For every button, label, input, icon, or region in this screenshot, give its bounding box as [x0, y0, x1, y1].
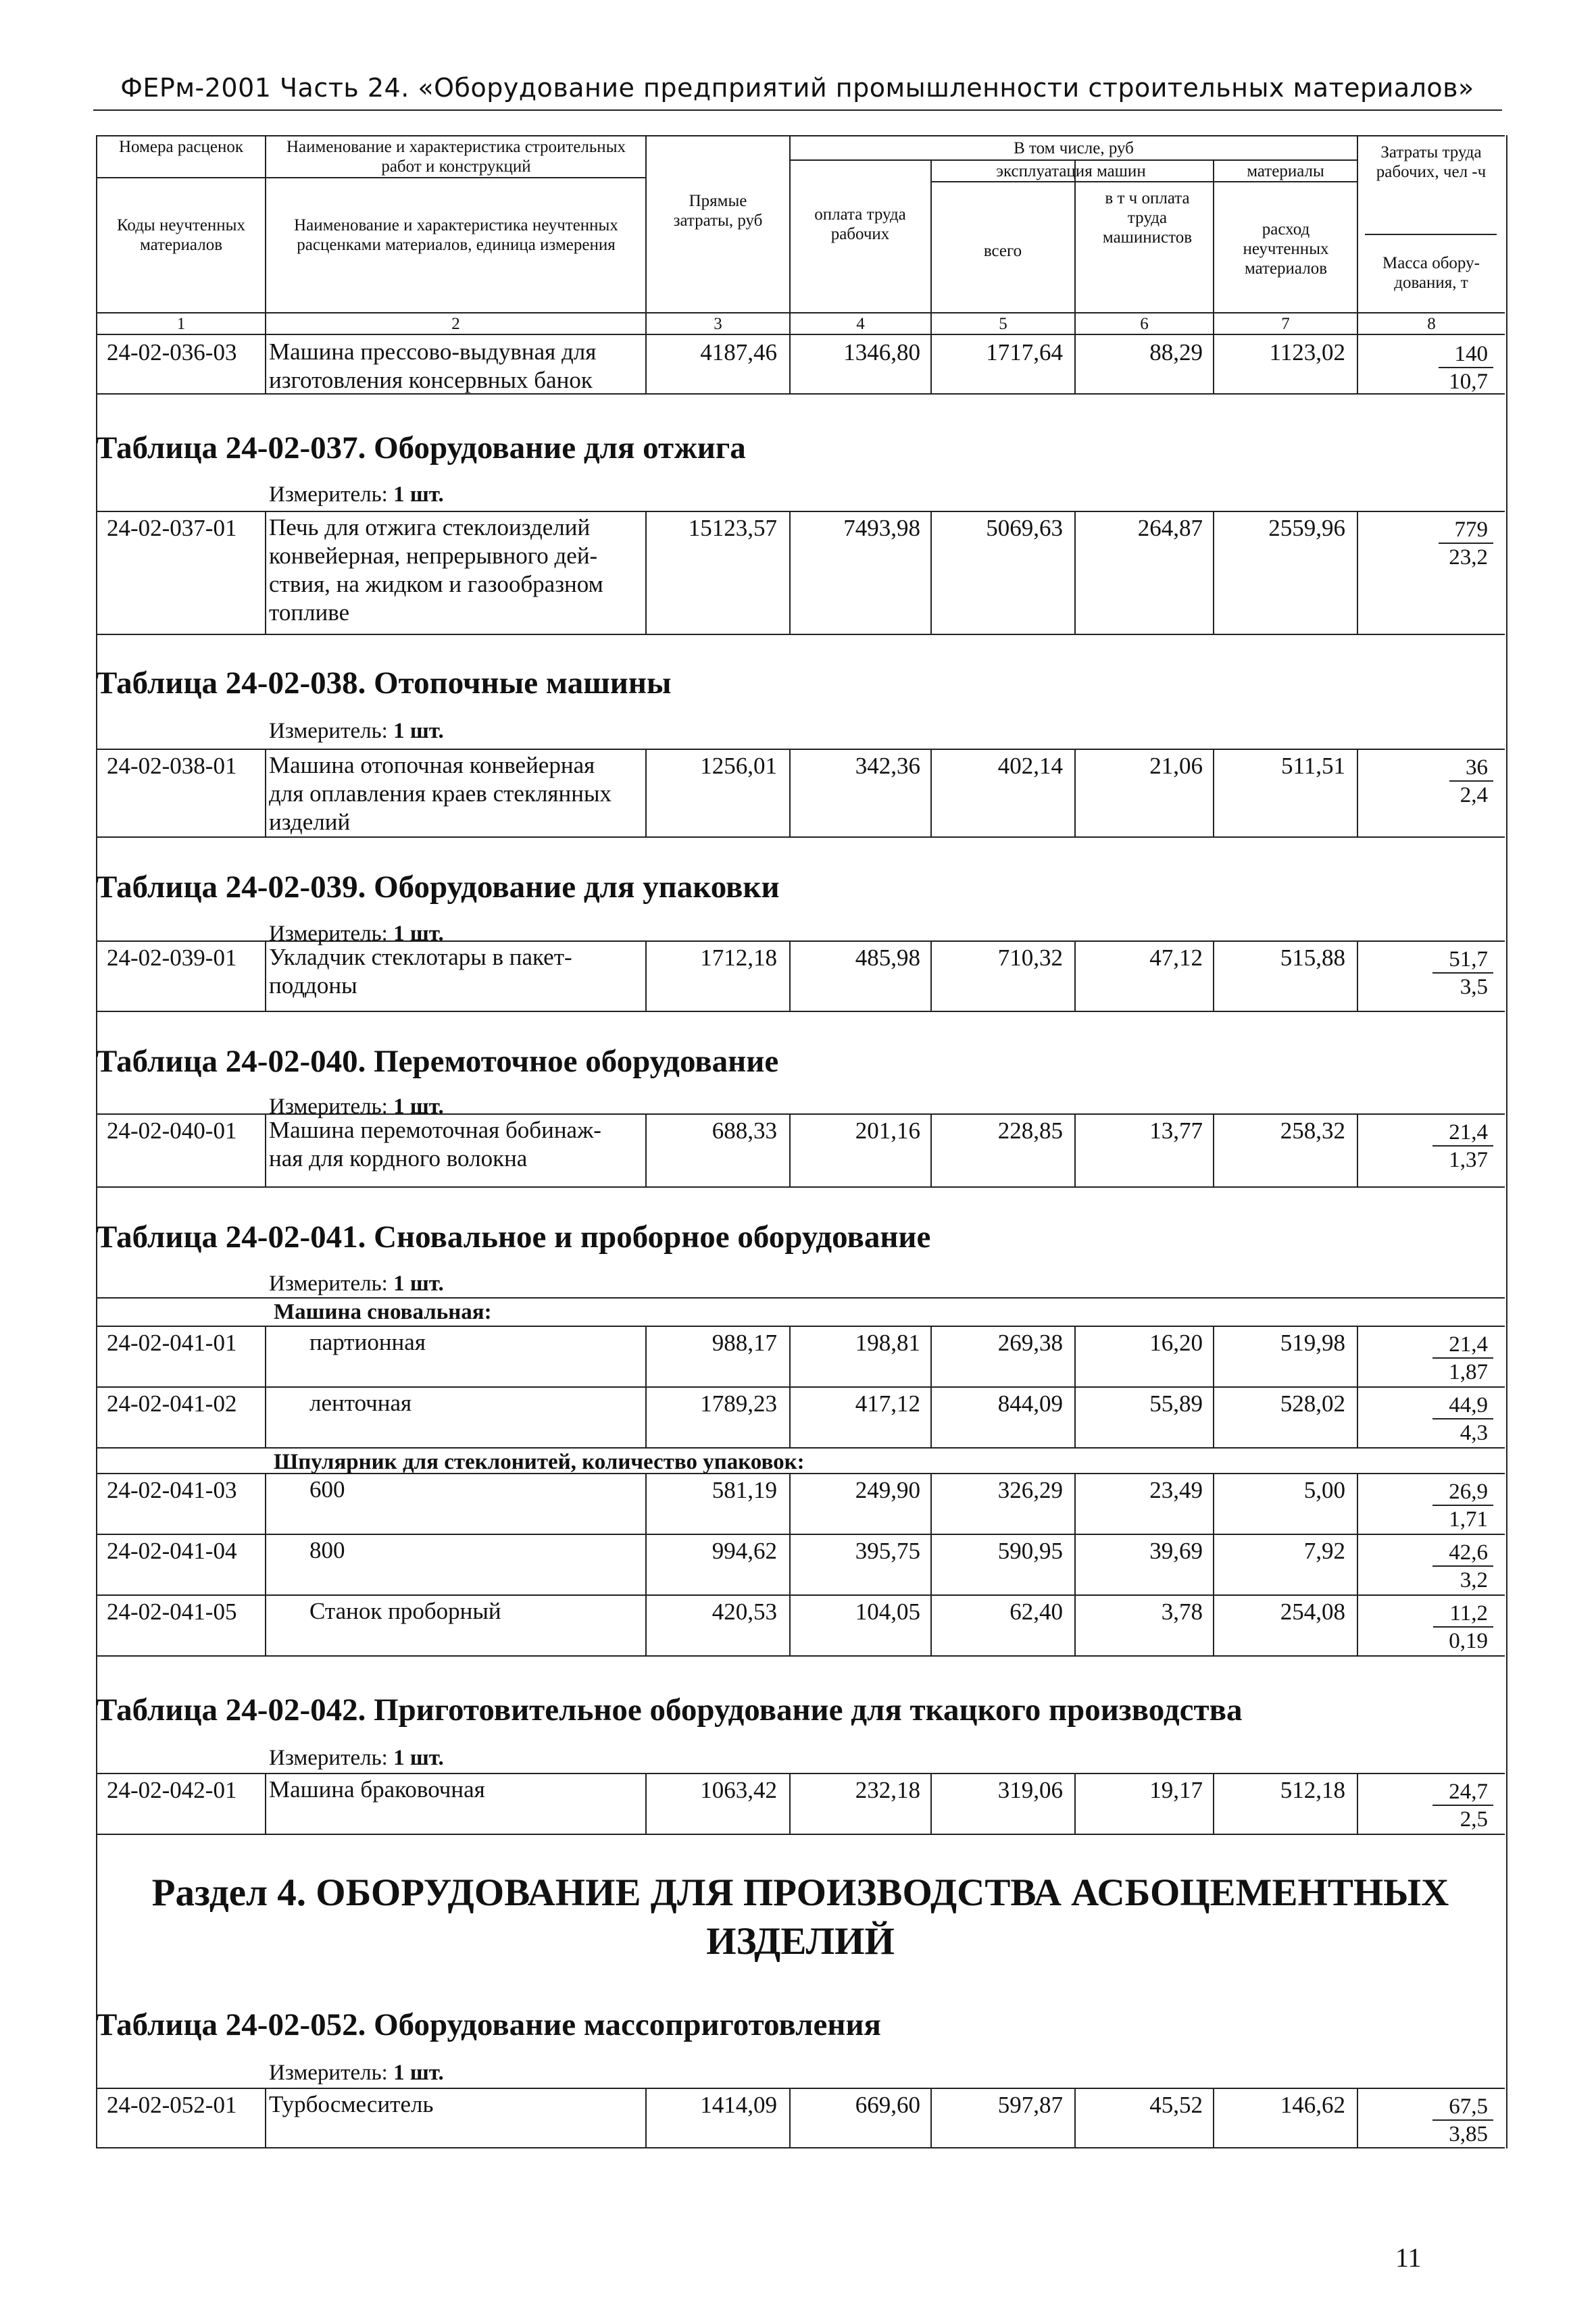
- column-number: 2: [451, 315, 460, 333]
- materials-cost: 2559,96: [1268, 515, 1345, 541]
- rate-code: 24-02-039-01: [107, 945, 237, 971]
- labor-and-mass: 11,2 0,19: [1365, 1601, 1493, 1654]
- rate-name: партионная: [309, 1329, 426, 1355]
- wages: 1346,80: [843, 339, 920, 366]
- unit-of-measure: Измеритель: 1 шт.: [269, 2061, 444, 2085]
- labor-and-mass: 51,7 3,5: [1365, 947, 1493, 1000]
- rate-code: 24-02-041-04: [107, 1538, 237, 1564]
- header-material-name: Наименование и характеристика неучтенных расценками материалов, единица измерения: [294, 216, 618, 254]
- column-number: 4: [856, 315, 865, 333]
- table-title: Таблица 24-02-052. Оборудование массоприготовления: [96, 2007, 881, 2042]
- running-header: ФЕРм-2001 Часть 24. «Оборудование предприятий промышленности строительных материалов»: [120, 73, 1474, 103]
- labor-and-mass: 42,6 3,2: [1365, 1540, 1493, 1593]
- labor-and-mass: 24,7 2,5: [1365, 1780, 1493, 1832]
- machines-total: 319,06: [997, 1777, 1063, 1803]
- column-number: 8: [1427, 315, 1436, 333]
- direct-costs: 988,17: [712, 1330, 777, 1356]
- operators-wages: 3,78: [1161, 1599, 1203, 1625]
- column-number: 7: [1281, 315, 1290, 333]
- header-operators-wages: в т ч оплата труда машинистов: [1102, 189, 1193, 247]
- labor-and-mass: 21,4 1,37: [1365, 1120, 1493, 1173]
- materials-cost: 511,51: [1281, 753, 1345, 779]
- materials-cost: 146,62: [1280, 2092, 1345, 2118]
- subgroup-header: Машина сновальная:: [274, 1300, 492, 1324]
- wages: 669,60: [855, 2092, 920, 2118]
- wages: 395,75: [855, 1538, 920, 1564]
- section-title: Раздел 4. ОБОРУДОВАНИЕ ДЛЯ ПРОИЗВОДСТВА АСБОЦЕМЕНТНЫХ ИЗДЕЛИЙ: [151, 1871, 1449, 1963]
- direct-costs: 4187,46: [700, 339, 777, 366]
- table-title: Таблица 24-02-039. Оборудование для упаковки: [96, 870, 780, 905]
- materials-cost: 512,18: [1280, 1777, 1345, 1803]
- direct-costs: 994,62: [712, 1538, 777, 1564]
- rate-name: Машина браковочная: [269, 1776, 485, 1803]
- header-unaccounted-materials: расход неучтенных материалов: [1243, 220, 1329, 278]
- direct-costs: 15123,57: [688, 515, 777, 541]
- rate-code: 24-02-052-01: [107, 2092, 237, 2118]
- materials-cost: 519,98: [1280, 1330, 1345, 1356]
- unit-of-measure: Измеритель: 1 шт.: [269, 482, 444, 507]
- machines-total: 228,85: [997, 1117, 1063, 1144]
- table-title: Таблица 24-02-037. Оборудование для отжига: [96, 430, 746, 466]
- rate-code: 24-02-040-01: [107, 1117, 237, 1144]
- subgroup-header: Шпулярник для стеклонитей, количество упаковок:: [274, 1450, 805, 1474]
- header-labor-costs: Затраты труда рабочих, чел -ч: [1376, 143, 1487, 181]
- wages: 198,81: [855, 1330, 920, 1356]
- header-rate-numbers: Номера расценок: [118, 138, 244, 156]
- rate-code: 24-02-041-01: [107, 1330, 237, 1356]
- operators-wages: 21,06: [1149, 753, 1203, 779]
- header-wages: оплата труда рабочих: [814, 205, 906, 243]
- machines-total: 844,09: [997, 1390, 1063, 1417]
- operators-wages: 47,12: [1149, 945, 1203, 971]
- unit-of-measure: Измеритель: 1 шт.: [269, 719, 444, 743]
- materials-cost: 515,88: [1280, 945, 1345, 971]
- wages: 232,18: [855, 1777, 920, 1803]
- header-including: В том числе, руб: [1014, 139, 1134, 157]
- header-rule: [93, 109, 1502, 111]
- rate-code: 24-02-041-05: [107, 1599, 237, 1625]
- machines-total: 5069,63: [986, 515, 1063, 541]
- operators-wages: 45,52: [1149, 2092, 1203, 2118]
- unit-of-measure: Измеритель: 1 шт.: [269, 1272, 444, 1296]
- wages: 104,05: [855, 1599, 920, 1625]
- rate-code: 24-02-037-01: [107, 515, 237, 541]
- header-material-codes: Коды неучтенных материалов: [117, 216, 245, 254]
- materials-cost: 5,00: [1303, 1477, 1345, 1503]
- operators-wages: 16,20: [1149, 1330, 1203, 1356]
- labor-and-mass: 26,9 1,71: [1365, 1480, 1493, 1532]
- rate-code: 24-02-036-03: [107, 339, 237, 366]
- table-title: Таблица 24-02-042. Приготовительное оборудование для ткацкого производства: [96, 1692, 1243, 1728]
- materials-cost: 1123,02: [1269, 339, 1345, 366]
- wages: 342,36: [855, 753, 920, 779]
- labor-and-mass: 779 23,2: [1365, 518, 1493, 570]
- rate-name: Машина перемоточная бобинаж- ная для кордного волокна: [269, 1117, 601, 1172]
- rate-name: ленточная: [309, 1390, 412, 1416]
- header-equipment-mass: Масса обору-дования, т: [1382, 254, 1480, 292]
- page-number: 11: [1395, 2242, 1422, 2273]
- rate-code: 24-02-038-01: [107, 753, 237, 779]
- column-number: 5: [999, 315, 1007, 333]
- materials-cost: 258,32: [1280, 1117, 1345, 1144]
- operators-wages: 39,69: [1149, 1538, 1203, 1564]
- direct-costs: 581,19: [712, 1477, 777, 1503]
- machines-total: 597,87: [997, 2092, 1063, 2118]
- direct-costs: 1256,01: [700, 753, 777, 779]
- column-number: 6: [1140, 315, 1149, 333]
- machines-total: 710,32: [997, 945, 1063, 971]
- header-machines-total: всего: [983, 242, 1022, 260]
- direct-costs: 1789,23: [700, 1390, 777, 1417]
- machines-total: 62,40: [1009, 1599, 1063, 1625]
- machines-total: 402,14: [997, 753, 1063, 779]
- rate-name: Машина прессово-выдувная для изготовления консервных банок: [269, 338, 597, 393]
- operators-wages: 23,49: [1149, 1477, 1203, 1503]
- operators-wages: 55,89: [1149, 1390, 1203, 1417]
- table-title: Таблица 24-02-040. Перемоточное оборудование: [96, 1044, 779, 1079]
- column-number: 1: [176, 315, 186, 333]
- operators-wages: 13,77: [1149, 1117, 1203, 1144]
- rate-name: Машина отопочная конвейерная для оплавления краев стеклянных изделий: [269, 752, 612, 835]
- rate-name: Турбосмеситель: [269, 2091, 434, 2117]
- labor-and-mass: 67,5 3,85: [1365, 2094, 1493, 2147]
- labor-hours: 140: [1439, 342, 1494, 368]
- labor-and-mass: [1365, 342, 1493, 395]
- rate-name: Печь для отжига стеклоизделий конвейерная, непрерывного дей- ствия, на жидком и газообразном топливе: [269, 514, 603, 626]
- rate-name: 800: [309, 1537, 345, 1563]
- operators-wages: 88,29: [1149, 339, 1203, 366]
- rate-name: Укладчик стеклотары в пакет- поддоны: [269, 944, 572, 999]
- operators-wages: 264,87: [1137, 515, 1203, 541]
- unit-of-measure: Измеритель: 1 шт.: [269, 1746, 444, 1770]
- direct-costs: 1414,09: [700, 2092, 777, 2118]
- wages: 485,98: [855, 945, 920, 971]
- machines-total: 326,29: [997, 1477, 1063, 1503]
- rate-code: 24-02-041-02: [107, 1390, 237, 1417]
- direct-costs: 1063,42: [700, 1777, 777, 1803]
- wages: 249,90: [855, 1477, 920, 1503]
- materials-cost: 7,92: [1303, 1538, 1345, 1564]
- labor-and-mass: 21,4 1,87: [1365, 1332, 1493, 1385]
- direct-costs: 1712,18: [700, 945, 777, 971]
- operators-wages: 19,17: [1149, 1777, 1203, 1803]
- unit-of-measure: Измеритель: 1 шт.: [269, 1095, 444, 1119]
- machines-total: 269,38: [997, 1330, 1063, 1356]
- equipment-mass: 10,7: [1449, 370, 1488, 394]
- column-number: 3: [714, 315, 722, 333]
- header-work-name: Наименование и характеристика строительных работ и конструкций: [286, 138, 626, 176]
- direct-costs: 420,53: [712, 1599, 777, 1625]
- rate-name: Станок проборный: [309, 1598, 501, 1624]
- rate-code: 24-02-042-01: [107, 1777, 237, 1803]
- machines-total: 590,95: [997, 1538, 1063, 1564]
- direct-costs: 688,33: [712, 1117, 777, 1144]
- rate-name: 600: [309, 1476, 345, 1503]
- header-machine-exploitation: эксплуатация машин: [996, 162, 1146, 180]
- wages: 201,16: [855, 1117, 920, 1144]
- wages: 417,12: [855, 1390, 920, 1417]
- header-direct-costs: Прямые затраты, руб: [673, 192, 763, 230]
- table-title: Таблица 24-02-041. Сновальное и проборное оборудование: [96, 1219, 931, 1255]
- machines-total: 1717,64: [986, 339, 1063, 366]
- wages: 7493,98: [843, 515, 920, 541]
- labor-and-mass: 44,9 4,3: [1365, 1393, 1493, 1446]
- materials-cost: 528,02: [1280, 1390, 1345, 1417]
- table-title: Таблица 24-02-038. Отопочные машины: [96, 665, 672, 701]
- labor-and-mass: 36 2,4: [1365, 755, 1493, 808]
- materials-cost: 254,08: [1280, 1599, 1345, 1625]
- header-materials: материалы: [1247, 162, 1324, 180]
- unit-of-measure: Измеритель: 1 шт.: [269, 922, 444, 946]
- rate-code: 24-02-041-03: [107, 1477, 237, 1503]
